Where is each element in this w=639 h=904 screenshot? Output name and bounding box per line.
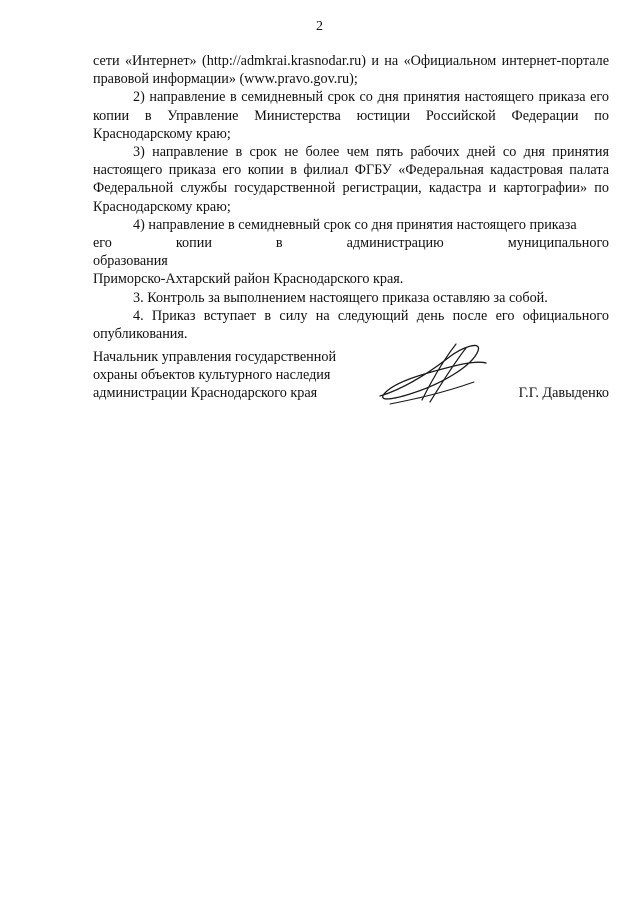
paragraph-entry-into-force: 4. Приказ вступает в силу на следующий день после его официального опубликования. [93,307,609,343]
signer-position-line: Начальник управления государственной [93,349,337,365]
paragraph-control: 3. Контроль за выполнением настоящего приказа оставляю за собой. [133,289,548,306]
paragraph-continuation: сети «Интернет» (http://admkrai.krasnodar.ru) и на «Официальном интернет-портале правовой информации» (www.pravo.gov.ru); [93,53,609,88]
signer-position [93,348,383,403]
signer-name: Г.Г. Давыденко [518,385,609,401]
paragraph-item-4-line-3: Приморско-Ахтарский район Краснодарского края. [93,271,404,288]
signer-position-line: администрации Краснодарского края [93,385,318,402]
document-body [93,52,609,343]
signature-block [93,348,609,408]
page-number: 2 [316,19,323,34]
paragraph-item-4-line-1: 4) направление в семидневный срок со дня принятия настоящего приказа [133,216,577,233]
paragraph-item-2: 2) направление в семидневный срок со дня принятия настоящего приказа его копии в Управление Министерства юстиции Российской Федерации по Краснодарскому краю; [93,89,609,142]
paragraph-item-4-line-2: его копии в администрацию муниципального образования [93,235,609,270]
handwritten-signature [370,338,490,408]
paragraph-item-3: 3) направление в срок не более чем пять рабочих дней со дня принятия настоящего приказа его копии в филиал ФГБУ «Федеральная кадастровая палата Федеральной службы государственной регистрации, кадастра и картографии» по Краснодарскому краю; [93,144,609,215]
signer-position-line: охраны объектов культурного наследия [93,367,331,384]
